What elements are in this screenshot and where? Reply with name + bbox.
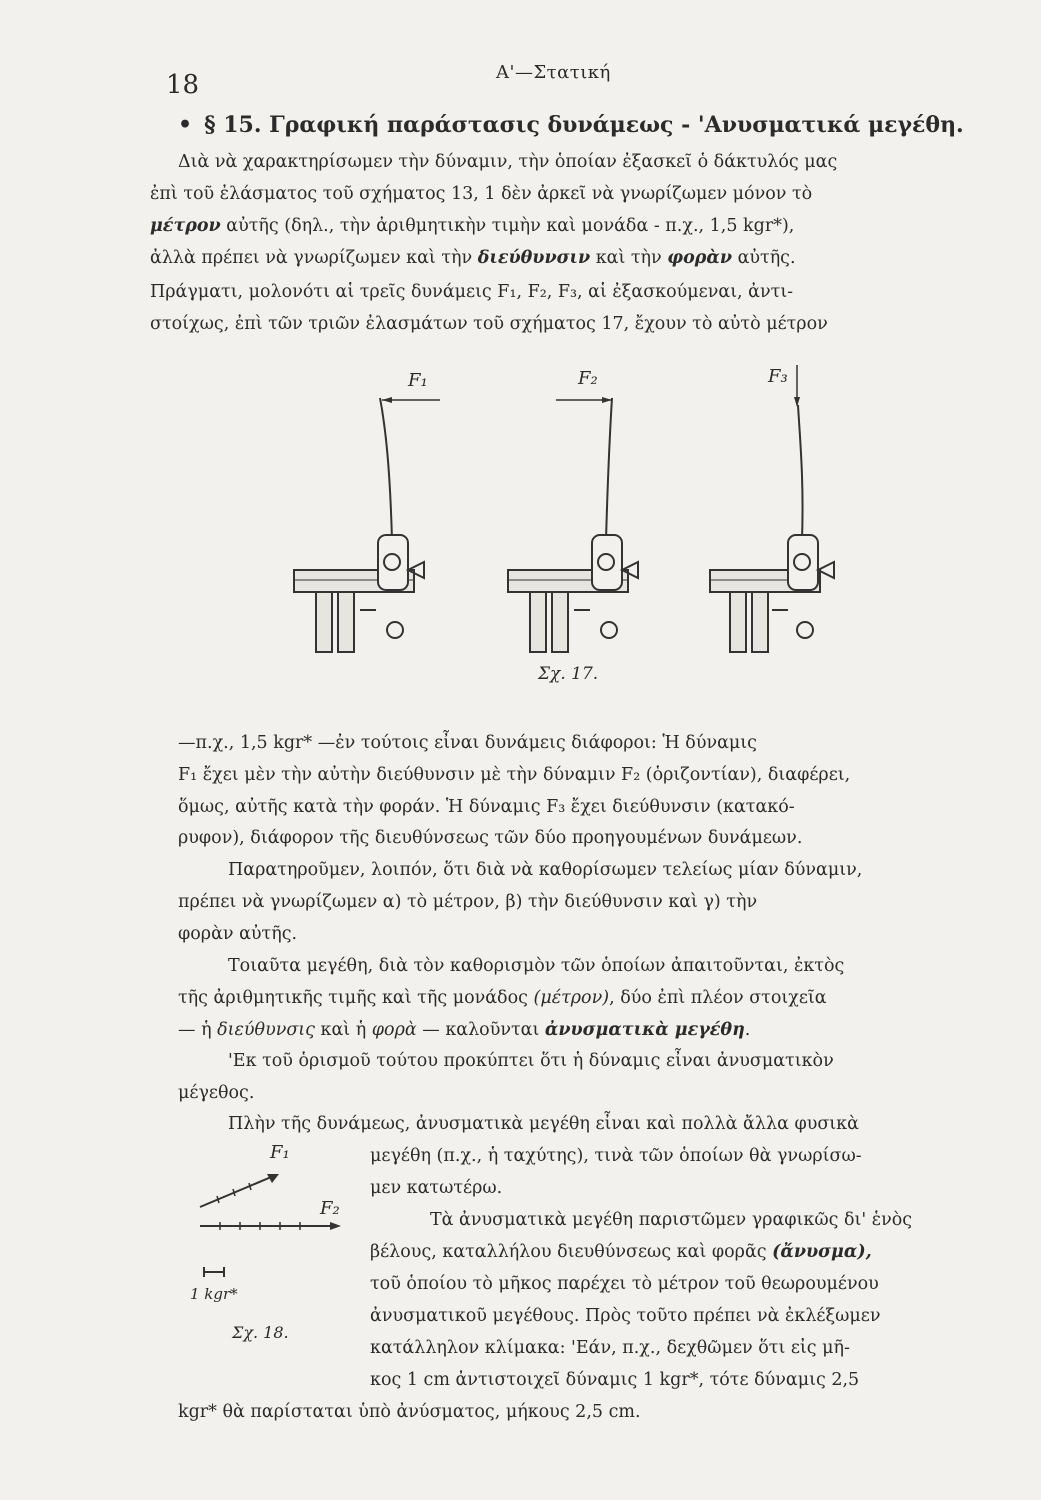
- para1-line1: Διὰ νὰ χαρακτηρίσωμεν τὴν δύναμιν, τὴν ὁποίαν ἐξασκεῖ ὁ δάκτυλός μας: [178, 152, 838, 172]
- para2-line3: ὅμως, αὐτῆς κατὰ τὴν φοράν. Ἡ δύναμις F₃ ἔχει διεύθυνσιν (κατακό-: [178, 797, 795, 817]
- label-F1: F₁: [408, 370, 428, 391]
- para7-line5: κατάλληλον κλίμακα: 'Εάν, π.χ., δεχθῶμεν ὅτι εἰς μῆ-: [370, 1338, 850, 1358]
- para4-line3-a: — ἡ: [178, 1020, 218, 1040]
- para4-line3-d: φορὰ: [371, 1020, 417, 1040]
- para7-line1: Τὰ ἀνυσματικὰ μεγέθη παριστῶμεν γραφικῶς δι' ἑνὸς: [430, 1210, 913, 1230]
- para7-line3: τοῦ ὁποίου τὸ μῆκος παρέχει τὸ μέτρον τοῦ θεωρουμένου: [370, 1274, 879, 1294]
- para6-line2: μεγέθη (π.χ., ἡ ταχύτης), τινὰ τῶν ὁποίων θὰ γνωρίσω-: [370, 1146, 862, 1166]
- term-anysmatika-megethi: ἀνυσματικὰ μεγέθη: [544, 1020, 745, 1040]
- para1-line5: Πράγματι, μολονότι αἱ τρεῖς δυνάμεις F₁, F₂, F₃, αἱ ἐξασκούμεναι, ἀντι-: [150, 282, 794, 302]
- vector-F1: [200, 1175, 276, 1207]
- running-title: Α'—Στατική: [496, 62, 611, 83]
- para7-line2-a: βέλους, καταλλήλου διευθύνσεως καὶ φορᾶς: [370, 1242, 773, 1262]
- para7-line6: κος 1 cm ἀντιστοιχεῖ δύναμις 1 kgr*, τότε δύναμις 2,5: [370, 1370, 860, 1390]
- figure-17-caption: Σχ. 17.: [538, 664, 599, 684]
- page-number: 18: [166, 70, 200, 100]
- para1-line3-rest: αὐτῆς (δηλ., τὴν ἀριθμητικὴν τιμὴν καὶ μονάδα - π.χ., 1,5 kgr*),: [220, 216, 795, 236]
- para2-line4: ρυφον), διάφορον τῆς διευθύνσεως τῶν δύο προηγουμένων δυνάμεων.: [178, 828, 803, 848]
- para1-line4-a: ἀλλὰ πρέπει νὰ γνωρίζωμεν καὶ τὴν: [150, 248, 478, 268]
- para7-line4: ἀνυσματικοῦ μεγέθους. Πρὸς τοῦτο πρέπει νὰ ἐκλέξωμεν: [370, 1306, 881, 1326]
- para4-line3-b: διεύθυνσις: [217, 1020, 315, 1040]
- para3-line1: Παρατηροῦμεν, λοιπόν, ὅτι διὰ νὰ καθορίσωμεν τελείως μίαν δύναμιν,: [228, 860, 863, 880]
- para1-line4-e: αὐτῆς.: [732, 248, 796, 268]
- para2-line1: —π.χ., 1,5 kgr* —ἐν τούτοις εἶναι δυνάμεις διάφοροι: Ἡ δύναμις: [178, 733, 757, 753]
- para6-line3: μεν κατωτέρω.: [370, 1178, 503, 1198]
- para4-line1: Τοιαῦτα μεγέθη, διὰ τὸν καθορισμὸν τῶν ὁποίων ἀπαιτοῦνται, ἐκτὸς: [228, 956, 845, 976]
- para4-line3-c: καὶ ἡ: [314, 1020, 372, 1040]
- para4-line2-a: τῆς ἀριθμητικῆς τιμῆς καὶ τῆς μονάδος: [178, 988, 534, 1008]
- label-F2: F₂: [578, 368, 598, 389]
- para5-line1: 'Εκ τοῦ ὁρισμοῦ τούτου προκύπτει ὅτι ἡ δύναμις εἶναι ἀνυσματικὸν: [228, 1051, 834, 1071]
- term-dieuthynsin: διεύθυνσιν: [477, 248, 591, 268]
- fig18-label-F2: F₂: [320, 1198, 340, 1219]
- para4-line3-g: .: [744, 1020, 751, 1040]
- term-anysma: (ἄνυσμα),: [772, 1242, 872, 1262]
- para4-line2-b: (μέτρον): [533, 988, 610, 1008]
- para3-line3: φορὰν αὐτῆς.: [178, 924, 298, 944]
- para4-line3-e: — καλοῦνται: [416, 1020, 545, 1040]
- para6-line1: Πλὴν τῆς δυνάμεως, ἀνυσματικὰ μεγέθη εἶναι καὶ πολλὰ ἄλλα φυσικὰ: [228, 1114, 859, 1134]
- term-metron: μέτρον: [150, 216, 221, 236]
- para1-line6: στοίχως, ἐπὶ τῶν τριῶν ἐλασμάτων τοῦ σχήματος 17, ἔχουν τὸ αὐτὸ μέτρον: [150, 314, 828, 334]
- para5-line2: μέγεθος.: [178, 1083, 255, 1103]
- figure-18-caption: Σχ. 18.: [232, 1323, 289, 1342]
- term-foran: φορὰν: [667, 248, 732, 268]
- para7-line7: kgr* θὰ παρίσταται ὑπὸ ἀνύσματος, μήκους 2,5 cm.: [178, 1402, 641, 1422]
- para1-line4-c: καὶ τὴν: [590, 248, 668, 268]
- fig18-scale-label: 1 kgr*: [190, 1285, 238, 1303]
- para1-line2: ἐπὶ τοῦ ἐλάσματος τοῦ σχήματος 13, 1 δὲν ἀρκεῖ νὰ γνωρίζωμεν μόνον τὸ: [150, 184, 813, 204]
- para3-line2: πρέπει νὰ γνωρίζωμεν α) τὸ μέτρον, β) τὴν διεύθυνσιν καὶ γ) τὴν: [178, 892, 758, 912]
- bullet: •: [178, 112, 193, 138]
- para2-line2: F₁ ἔχει μὲν τὴν αὐτὴν διεύθυνσιν μὲ τὴν δύναμιν F₂ (ὁριζοντίαν), διαφέρει,: [178, 765, 851, 785]
- section-title: § 15. Γραφική παράστασις δυνάμεως - 'Ανυσματικά μεγέθη.: [204, 112, 964, 138]
- para4-line2-c: , δύο ἐπὶ πλέον στοιχεῖα: [609, 988, 827, 1008]
- fig18-label-F1: F₁: [270, 1142, 290, 1163]
- label-F3: F₃: [768, 366, 788, 387]
